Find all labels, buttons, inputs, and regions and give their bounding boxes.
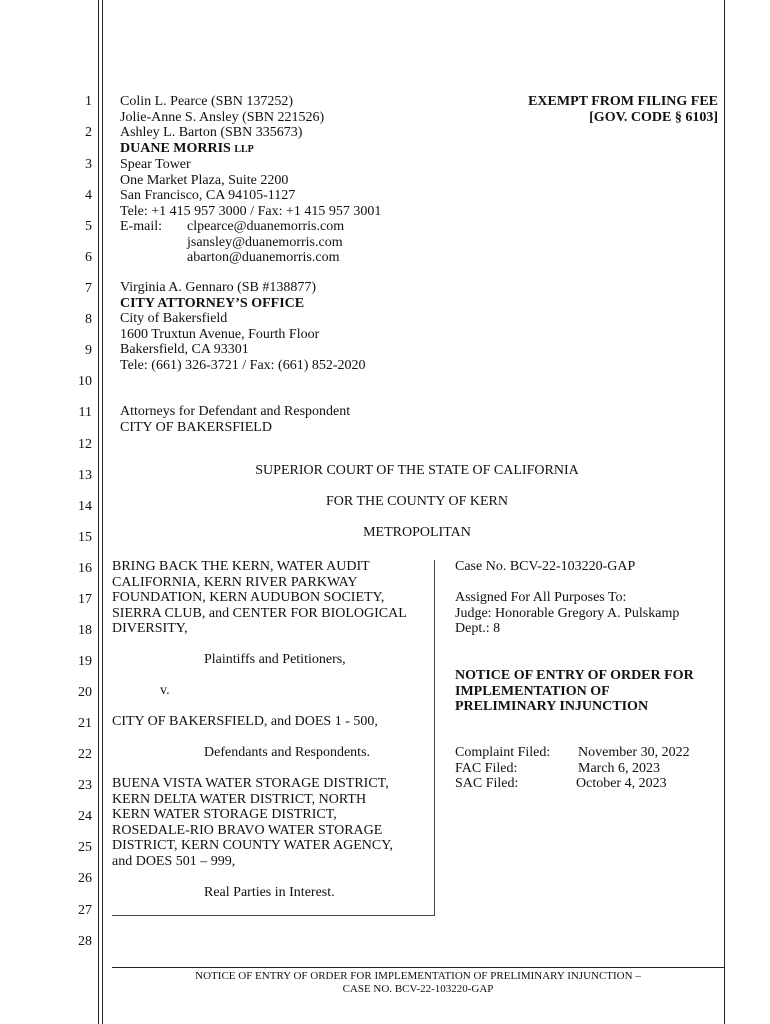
- case-number: Case No. BCV-22-103220-GAP: [455, 559, 636, 574]
- filing-date: March 6, 2023: [578, 760, 661, 776]
- plaintiffs-block: [112, 559, 407, 637]
- email-row: [120, 219, 381, 235]
- line-number: 1: [85, 94, 92, 109]
- firm-suffix: LLP: [234, 143, 254, 155]
- line-number: 14: [78, 499, 92, 514]
- filing-row: [455, 776, 690, 792]
- line-number: 8: [85, 312, 92, 327]
- real-party-line: BUENA VISTA WATER STORAGE DISTRICT,: [112, 776, 389, 791]
- filing-label: FAC Filed:: [455, 760, 518, 776]
- office-name: CITY ATTORNEY’S OFFICE: [120, 295, 305, 311]
- notice-title: [455, 668, 694, 715]
- caption-divider: [434, 560, 435, 916]
- plaintiff-line: BRING BACK THE KERN, WATER AUDIT: [112, 559, 370, 574]
- left-margin-rule-1: [98, 0, 99, 1024]
- address-line: San Francisco, CA 94105-1127: [120, 188, 296, 203]
- attorney-name: Virginia A. Gennaro (SB #138877): [120, 280, 317, 295]
- defendants-role: Defendants and Respondents.: [204, 745, 371, 760]
- line-number: 23: [78, 778, 92, 793]
- line-number: 24: [78, 809, 92, 824]
- notice-title-line: IMPLEMENTATION OF: [455, 683, 610, 699]
- notice-title-line: PRELIMINARY INJUNCTION: [455, 699, 649, 714]
- assignment-block: [455, 590, 679, 637]
- filing-label: Complaint Filed:: [455, 745, 551, 760]
- line-number: 12: [78, 437, 92, 452]
- plaintiff-line: CALIFORNIA, KERN RIVER PARKWAY: [112, 574, 358, 590]
- line-number: 27: [78, 903, 92, 918]
- judge-line: Judge: Honorable Gregory A. Pulskamp: [455, 605, 680, 621]
- real-parties-block: [112, 776, 393, 869]
- plaintiffs-role: Plaintiffs and Petitioners,: [204, 652, 346, 667]
- plaintiff-line: FOUNDATION, KERN AUDUBON SOCIETY,: [112, 590, 385, 605]
- phone-fax-line: Tele: (661) 326-3721 / Fax: (661) 852-2020: [120, 357, 366, 373]
- filing-row: [455, 761, 690, 777]
- address-line: City of Bakersfield: [120, 311, 228, 326]
- line-number: 5: [85, 219, 92, 234]
- line-number: 2: [85, 125, 92, 140]
- exempt-notice: [528, 94, 718, 125]
- address-line: Spear Tower: [120, 157, 191, 172]
- right-margin-rule: [724, 0, 725, 1024]
- filing-row: [455, 745, 690, 761]
- line-number: 20: [78, 685, 92, 700]
- counsel-block: [120, 94, 381, 266]
- line-number: 10: [78, 374, 92, 389]
- line-number: 7: [85, 281, 92, 296]
- filing-dates: [455, 745, 690, 792]
- line-number: 22: [78, 747, 92, 762]
- client-name: CITY OF BAKERSFIELD: [120, 419, 272, 435]
- line-number: 9: [85, 343, 92, 358]
- filing-date: October 4, 2023: [576, 776, 667, 791]
- line-number: 3: [85, 157, 92, 172]
- line-number: 11: [78, 405, 92, 420]
- email-address: jsansley@duanemorris.com: [187, 234, 343, 250]
- real-party-line: and DOES 501 – 999,: [112, 853, 236, 869]
- plaintiff-line: DIVERSITY,: [112, 621, 188, 636]
- gov-code-line: [GOV. CODE § 6103]: [589, 109, 718, 125]
- email-address: clpearce@duanemorris.com: [187, 219, 345, 234]
- line-number: 17: [78, 592, 92, 607]
- line-number: 28: [78, 934, 92, 949]
- real-party-line: DISTRICT, KERN COUNTY WATER AGENCY,: [112, 838, 394, 853]
- city-attorney-block: [120, 280, 366, 373]
- defendants: CITY OF BAKERSFIELD, and DOES 1 - 500,: [112, 714, 378, 729]
- attorney-name: Colin L. Pearce (SBN 137252): [120, 94, 294, 109]
- caption-bottom-rule: [112, 915, 434, 916]
- firm-name: [120, 141, 381, 158]
- firm-name-text: DUANE MORRIS: [120, 140, 231, 156]
- line-number: 18: [78, 623, 92, 638]
- email-label: E-mail:: [120, 219, 162, 234]
- email-address: abarton@duanemorris.com: [187, 250, 340, 265]
- filing-date: November 30, 2022: [578, 745, 690, 760]
- footer-text: [112, 970, 724, 996]
- real-party-line: KERN DELTA WATER DISTRICT, NORTH: [112, 791, 367, 807]
- footer-rule: [112, 967, 724, 968]
- line-number: 26: [78, 871, 92, 886]
- line-number: 16: [78, 561, 92, 576]
- line-number: 4: [85, 188, 92, 203]
- notice-title-line: NOTICE OF ENTRY OF ORDER FOR: [455, 668, 694, 683]
- real-parties-role: Real Parties in Interest.: [204, 885, 335, 900]
- real-party-line: KERN WATER STORAGE DISTRICT,: [112, 807, 337, 822]
- line-number: 21: [78, 716, 92, 731]
- attorney-name: Jolie-Anne S. Ansley (SBN 221526): [120, 109, 325, 125]
- filing-label: SAC Filed:: [455, 776, 519, 791]
- address-line: 1600 Truxtun Avenue, Fourth Floor: [120, 326, 320, 342]
- division-name: METROPOLITAN: [363, 525, 471, 540]
- phone-fax-line: Tele: +1 415 957 3000 / Fax: +1 415 957 3001: [120, 203, 382, 219]
- attorney-name: Ashley L. Barton (SBN 335673): [120, 125, 303, 140]
- attorneys-for-block: [120, 404, 350, 435]
- exempt-line: EXEMPT FROM FILING FEE: [528, 94, 718, 109]
- address-line: Bakersfield, CA 93301: [120, 342, 249, 357]
- real-party-line: ROSEDALE-RIO BRAVO WATER STORAGE: [112, 822, 383, 838]
- line-number: 19: [78, 654, 92, 669]
- footer-line: CASE NO. BCV-22-103220-GAP: [342, 983, 494, 995]
- court-name: SUPERIOR COURT OF THE STATE OF CALIFORNIA: [255, 463, 579, 478]
- attorneys-for-line: Attorneys for Defendant and Respondent: [120, 404, 351, 419]
- left-margin-rule-2: [102, 0, 103, 1024]
- line-number: 15: [78, 530, 92, 545]
- dept-line: Dept.: 8: [455, 621, 501, 636]
- assigned-line: Assigned For All Purposes To:: [455, 590, 627, 605]
- footer-line: NOTICE OF ENTRY OF ORDER FOR IMPLEMENTATION OF PRELIMINARY INJUNCTION –: [195, 970, 641, 982]
- line-number: 25: [78, 840, 92, 855]
- plaintiff-line: SIERRA CLUB, and CENTER FOR BIOLOGICAL: [112, 605, 407, 621]
- versus: v.: [160, 683, 170, 698]
- line-number: 13: [78, 468, 92, 483]
- county-name: FOR THE COUNTY OF KERN: [325, 494, 508, 509]
- address-line: One Market Plaza, Suite 2200: [120, 172, 289, 188]
- line-number: 6: [85, 250, 92, 265]
